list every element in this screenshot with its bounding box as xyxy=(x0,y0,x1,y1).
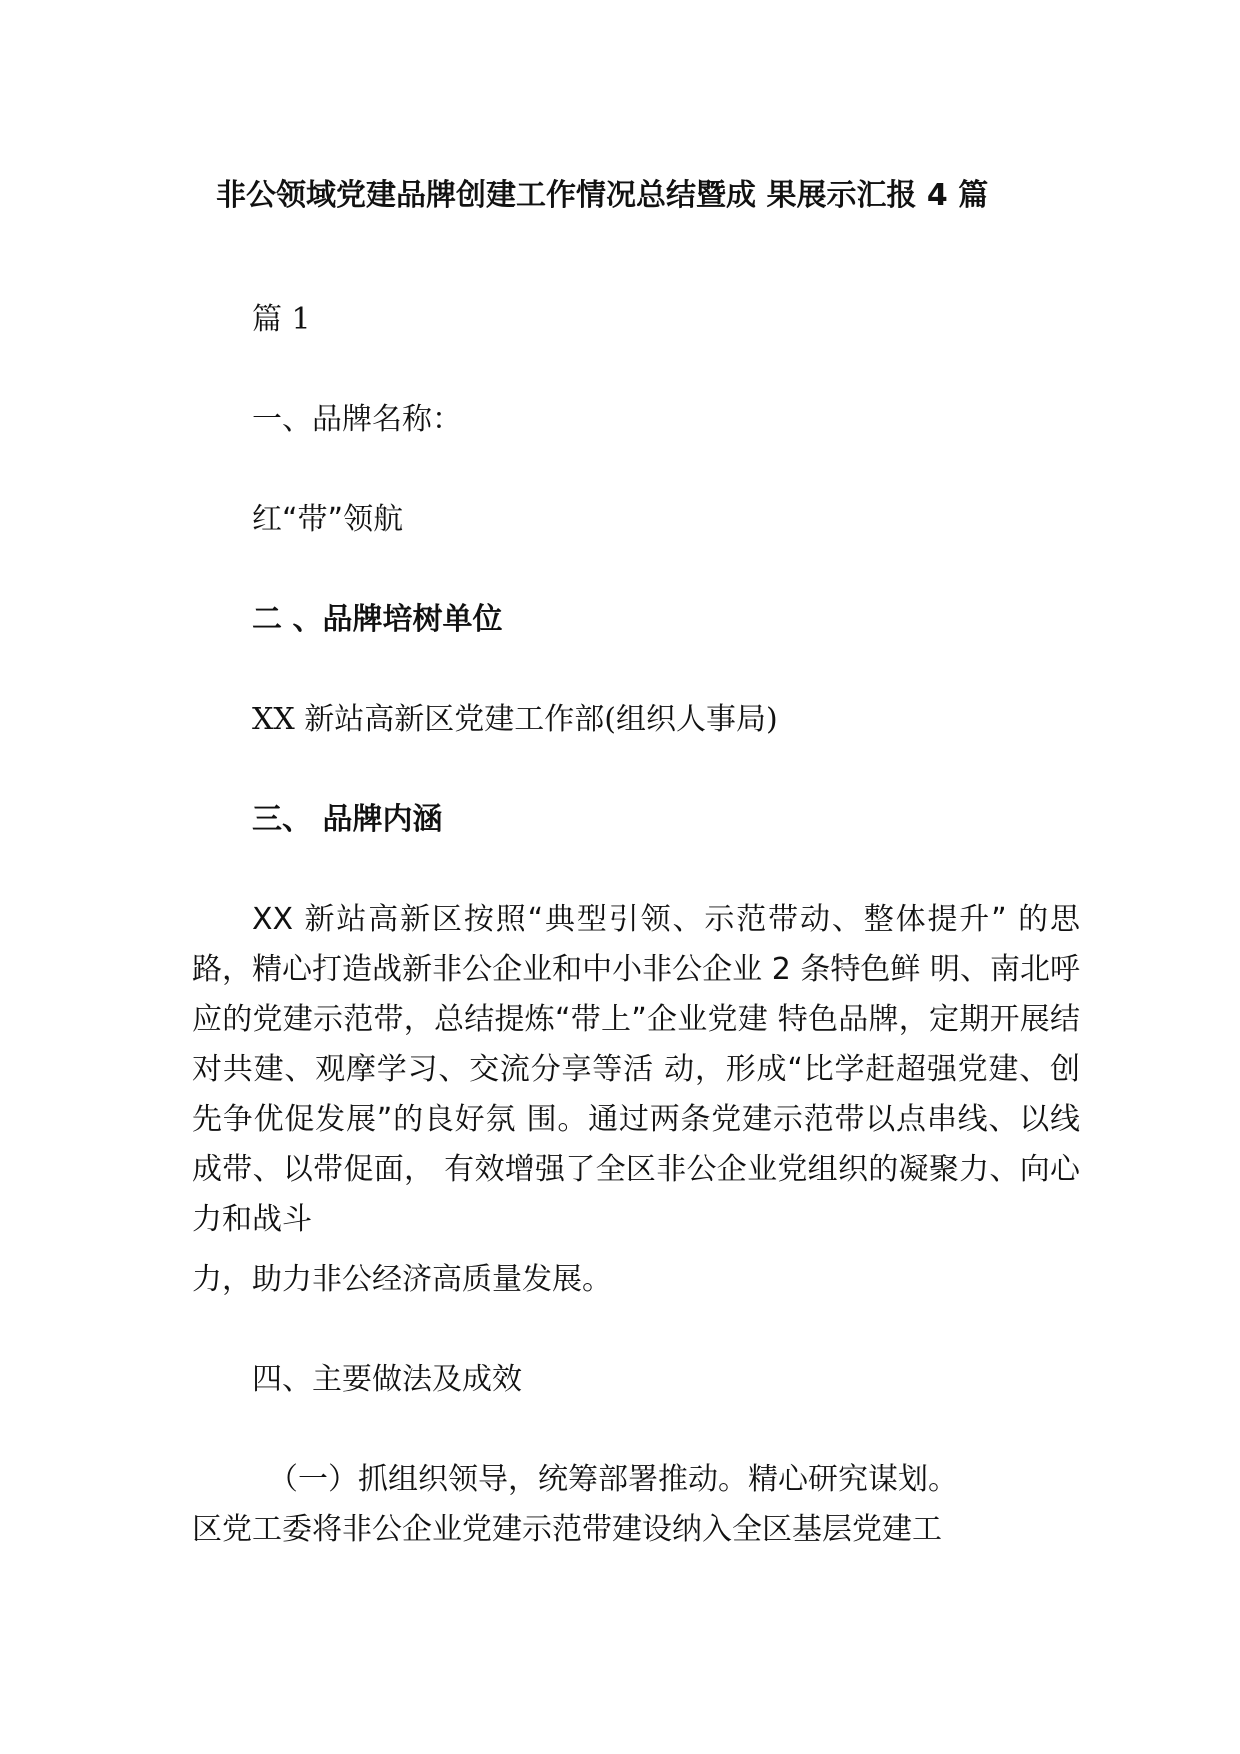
section-4-paragraph-line-1: （一）抓组织领导，统筹部署推动。精心研究谋划。 xyxy=(268,1462,958,1497)
section-4-paragraph-line-2: 区党工委将非公企业党建示范带建设纳入全区基层党建工 xyxy=(192,1512,942,1547)
section-3-heading: 三、 品牌内涵 xyxy=(252,802,443,837)
section-1-heading: 一、品牌名称： xyxy=(252,402,462,437)
article-label: 篇 1 xyxy=(252,302,311,337)
section-1-content: 红“带”领航 xyxy=(252,502,404,537)
section-4-heading: 四、主要做法及成效 xyxy=(252,1362,522,1397)
section-2-content: XX 新站高新区党建工作部(组织人事局) xyxy=(252,702,778,737)
section-3-paragraph: XX 新站高新区按照“典型引领、示范带动、整体提升” 的思路，精心打造战新非公企业和中小非公企业 2 条特色鲜 明、南北呼应的党建示范带，总结提炼“带上”企业党建 特色品牌，定期开展结对共建、观摩学习、交流分享等活 动，形成“比学赶超强党建、创先争优促发展”的良好氛 围。通过两条党建示范带以点串线、以线成带、以带促面， 有效增强了全区非公企业党组织的凝聚力、向心力和战斗 xyxy=(192,902,1080,1237)
document-title: 非公领域党建品牌创建工作情况总结暨成 果展示汇报 4 篇 xyxy=(216,178,989,213)
section-2-heading: 二 、品牌培树单位 xyxy=(252,602,503,637)
section-3-paragraph-end: 力，助力非公经济高质量发展。 xyxy=(192,1262,612,1297)
